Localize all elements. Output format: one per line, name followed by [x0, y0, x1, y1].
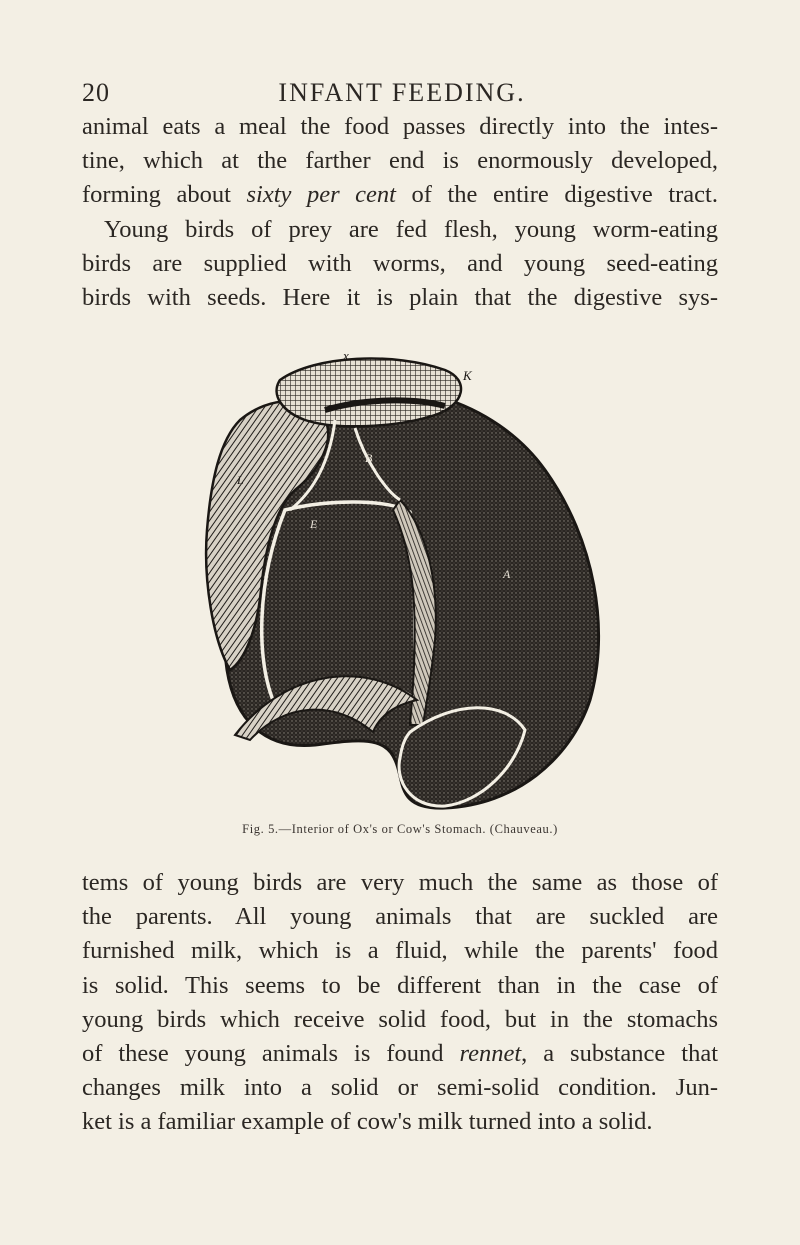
label-l: L	[237, 473, 244, 487]
inner-chamber	[262, 502, 417, 705]
text-line	[82, 1037, 718, 1071]
text-line: is solid. This seems to be different than in the case of	[82, 971, 718, 999]
reticulum-shape	[277, 359, 461, 427]
stomach-illustration	[195, 340, 605, 812]
text-line: tine, which at the farther end is enormously developed,	[82, 147, 718, 175]
text-line: changes milk into a solid or semi-solid condition. Jun-	[82, 1074, 718, 1102]
text-run: of these young animals is found	[82, 1040, 460, 1068]
text-line: birds are supplied with worms, and young seed-eating	[82, 249, 718, 277]
paragraph-top	[82, 110, 718, 315]
page-number: 20	[82, 78, 110, 107]
text-line: the parents. All young animals that are suckled are	[82, 903, 718, 931]
label-k: K	[463, 368, 472, 383]
text-line: young birds which receive solid food, but in the stomachs	[82, 1005, 718, 1033]
page-header	[82, 78, 722, 114]
stomach-engraving	[195, 340, 605, 812]
label-x: x	[343, 348, 349, 363]
text-run: of the entire digestive tract.	[395, 181, 718, 209]
text-line: tems of young birds are very much the same as those of	[82, 869, 718, 896]
paragraph-bottom	[82, 866, 718, 1140]
text-line: birds with seeds. Here it is plain that the digestive sys-	[82, 284, 718, 312]
text-run: forming about	[82, 181, 247, 209]
text-line: furnished milk, which is a fluid, while the parents' food	[82, 937, 718, 965]
text-run: , a substance that	[521, 1040, 718, 1068]
text-line: animal eats a meal the food passes directly into the intes-	[82, 113, 718, 140]
label-b: B	[365, 451, 373, 465]
text-line: Young birds of prey are fed flesh, young worm-eating	[104, 215, 718, 243]
figure-caption: Fig. 5.—Interior of Ox's or Cow's Stomach. (Chauveau.)	[242, 822, 558, 836]
emphasis-rennet: rennet	[459, 1040, 522, 1068]
label-a: A	[503, 567, 511, 581]
running-title: INFANT FEEDING.	[278, 78, 526, 107]
label-e: E	[310, 517, 318, 531]
emphasis-sixty-per-cent: sixty per cent	[246, 181, 396, 209]
text-line: ket is a familiar example of cow's milk turned into a solid.	[82, 1108, 653, 1136]
text-line	[82, 178, 718, 212]
